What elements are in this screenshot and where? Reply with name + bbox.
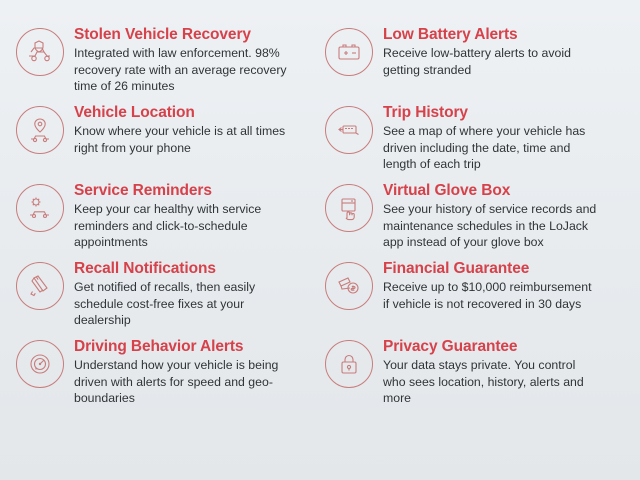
- feature-description: Know where your vehicle is at all times right from your phone: [74, 124, 286, 155]
- privacy-guarantee-icon: [325, 340, 373, 388]
- feature-description: Your data stays private. You control who sees location, history, alerts and more: [383, 358, 584, 405]
- feature-title: Recall Notifications: [74, 260, 216, 278]
- financial-guarantee-icon: [325, 262, 373, 310]
- feature-text: [383, 182, 598, 250]
- feature-text: [74, 338, 289, 406]
- feature-text: [74, 104, 289, 156]
- feature-description: Integrated with law enforcement. 98% recovery rate with an average recovery time of 26 minutes: [74, 46, 287, 93]
- feature-description: Get notified of recalls, then easily schedule cost-free fixes at your dealership: [74, 280, 256, 327]
- vehicle-location-icon: [16, 106, 64, 154]
- feature-item-service-reminders: [16, 182, 315, 250]
- feature-item-financial-guarantee: [325, 260, 624, 328]
- feature-text: [74, 26, 289, 94]
- feature-title: Privacy Guarantee: [383, 338, 518, 356]
- feature-item-driving-behavior-alerts: [16, 338, 315, 406]
- feature-item-trip-history: [325, 104, 624, 172]
- trip-history-icon: [325, 106, 373, 154]
- feature-title: Driving Behavior Alerts: [74, 338, 244, 356]
- recall-notifications-icon: [16, 262, 64, 310]
- feature-item-stolen-vehicle-recovery: [16, 26, 315, 94]
- feature-text: [383, 26, 598, 78]
- feature-item-low-battery-alerts: [325, 26, 624, 94]
- feature-item-vehicle-location: [16, 104, 315, 172]
- feature-text: [383, 104, 598, 172]
- feature-title: Trip History: [383, 104, 468, 122]
- feature-description: See your history of service records and maintenance schedules in the LoJack app instead of your glove box: [383, 202, 597, 249]
- service-reminders-icon: [16, 184, 64, 232]
- feature-title: Virtual Glove Box: [383, 182, 511, 200]
- feature-grid: [16, 26, 624, 406]
- feature-item-recall-notifications: [16, 260, 315, 328]
- feature-text: [74, 260, 289, 328]
- driving-behavior-alerts-icon: [16, 340, 64, 388]
- feature-description: Keep your car healthy with service reminders and click-to-schedule appointments: [74, 202, 262, 249]
- feature-text: [383, 338, 598, 406]
- feature-description: Receive low-battery alerts to avoid getting stranded: [383, 46, 571, 77]
- feature-title: Service Reminders: [74, 182, 212, 200]
- feature-description: Understand how your vehicle is being driven with alerts for speed and geo-boundaries: [74, 358, 279, 405]
- feature-title: Low Battery Alerts: [383, 26, 518, 43]
- feature-description: Receive up to $10,000 reimbursement if vehicle is not recovered in 30 days: [383, 280, 592, 311]
- feature-title: Vehicle Location: [74, 104, 195, 122]
- feature-item-privacy-guarantee: [325, 338, 624, 406]
- low-battery-alerts-icon: [325, 28, 373, 76]
- virtual-glove-box-icon: [325, 184, 373, 232]
- feature-item-virtual-glove-box: [325, 182, 624, 250]
- stolen-vehicle-recovery-icon: [16, 28, 64, 76]
- feature-text: [74, 182, 289, 250]
- feature-title: Financial Guarantee: [383, 260, 530, 278]
- feature-title: Stolen Vehicle Recovery: [74, 26, 251, 43]
- feature-text: [383, 260, 598, 312]
- feature-description: See a map of where your vehicle has driven including the date, time and length of each trip: [383, 124, 586, 171]
